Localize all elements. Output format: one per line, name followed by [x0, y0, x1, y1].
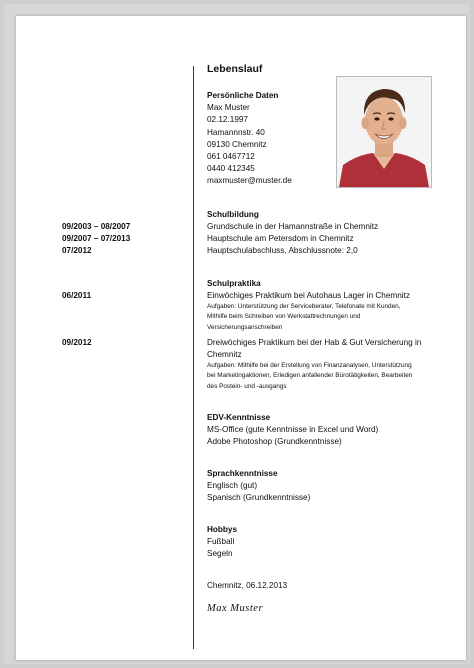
- personal-birthdate: 02.12.1997: [207, 115, 248, 124]
- internship-date-1: 06/2011: [62, 291, 92, 300]
- school-date-1: 09/2003 – 08/2007: [62, 222, 131, 231]
- school-entry-2: Hauptschule am Petersdom in Chemnitz: [207, 234, 354, 243]
- personal-street: Hamannnstr. 40: [207, 128, 265, 137]
- hobby-line-1: Fußball: [207, 537, 235, 546]
- hobbies-heading: Hobbys: [207, 525, 238, 534]
- place-date: Chemnitz, 06.12.2013: [207, 581, 288, 590]
- personal-city: 09130 Chemnitz: [207, 140, 267, 149]
- personal-heading: Persönliche Daten: [207, 91, 279, 100]
- hobby-line-2: Segeln: [207, 549, 233, 558]
- edv-heading: EDV-Kenntnisse: [207, 413, 271, 422]
- edv-line-1: MS-Office (gute Kenntnisse in Excel und Word): [207, 425, 379, 434]
- personal-mobile: 0440 412345: [207, 164, 255, 173]
- personal-email: maxmuster@muster.de: [207, 176, 292, 185]
- language-line-1: Englisch (gut): [207, 481, 258, 490]
- personal-name: Max Muster: [207, 103, 250, 112]
- language-line-2: Spanisch (Grundkenntnisse): [207, 493, 311, 502]
- personal-phone: 061 0467712: [207, 152, 255, 161]
- cv-page: [16, 16, 466, 660]
- signature: Max Muster: [207, 603, 264, 614]
- languages-heading: Sprachkenntnisse: [207, 469, 278, 478]
- vertical-divider: [193, 66, 194, 649]
- internship-title-1: Einwöchiges Praktikum bei Autohaus Lager in Chemnitz: [207, 291, 410, 300]
- internship-title-2: Dreiwöchiges Praktikum bei der Hab & Gut Versicherung in Chemnitz: [207, 338, 422, 359]
- school-entry-3: Hauptschulabschluss, Abschlussnote: 2,0: [207, 246, 358, 255]
- internship-details-1: Aufgaben: Unterstützung der Serviceberater, Telefonate mit Kunden, Mithilfe beim Schreiben von Werkstattrechnungen und Versicherungsanschreiben: [207, 303, 401, 331]
- internship-details-2: Aufgaben: Mithilfe bei der Erstellung von Finanzanalysen, Unterstützung bei Marketingaktionen, Erledigen anfallender Bürotätigkeiten, Bearbeiten des Postein- und -ausgangs: [207, 362, 413, 390]
- school-date-3: 07/2012: [62, 246, 92, 255]
- cv-title: Lebenslauf: [207, 63, 263, 75]
- edv-line-2: Adobe Photoshop (Grundkenntnisse): [207, 437, 342, 446]
- internship-date-2: 09/2012: [62, 338, 92, 347]
- school-date-2: 09/2007 – 07/2013: [62, 234, 131, 243]
- school-entry-1: Grundschule in der Hamannstraße in Chemnitz: [207, 222, 379, 231]
- school-heading: Schulbildung: [207, 210, 259, 219]
- profile-photo: [336, 76, 432, 188]
- internships-heading: Schulpraktika: [207, 279, 261, 288]
